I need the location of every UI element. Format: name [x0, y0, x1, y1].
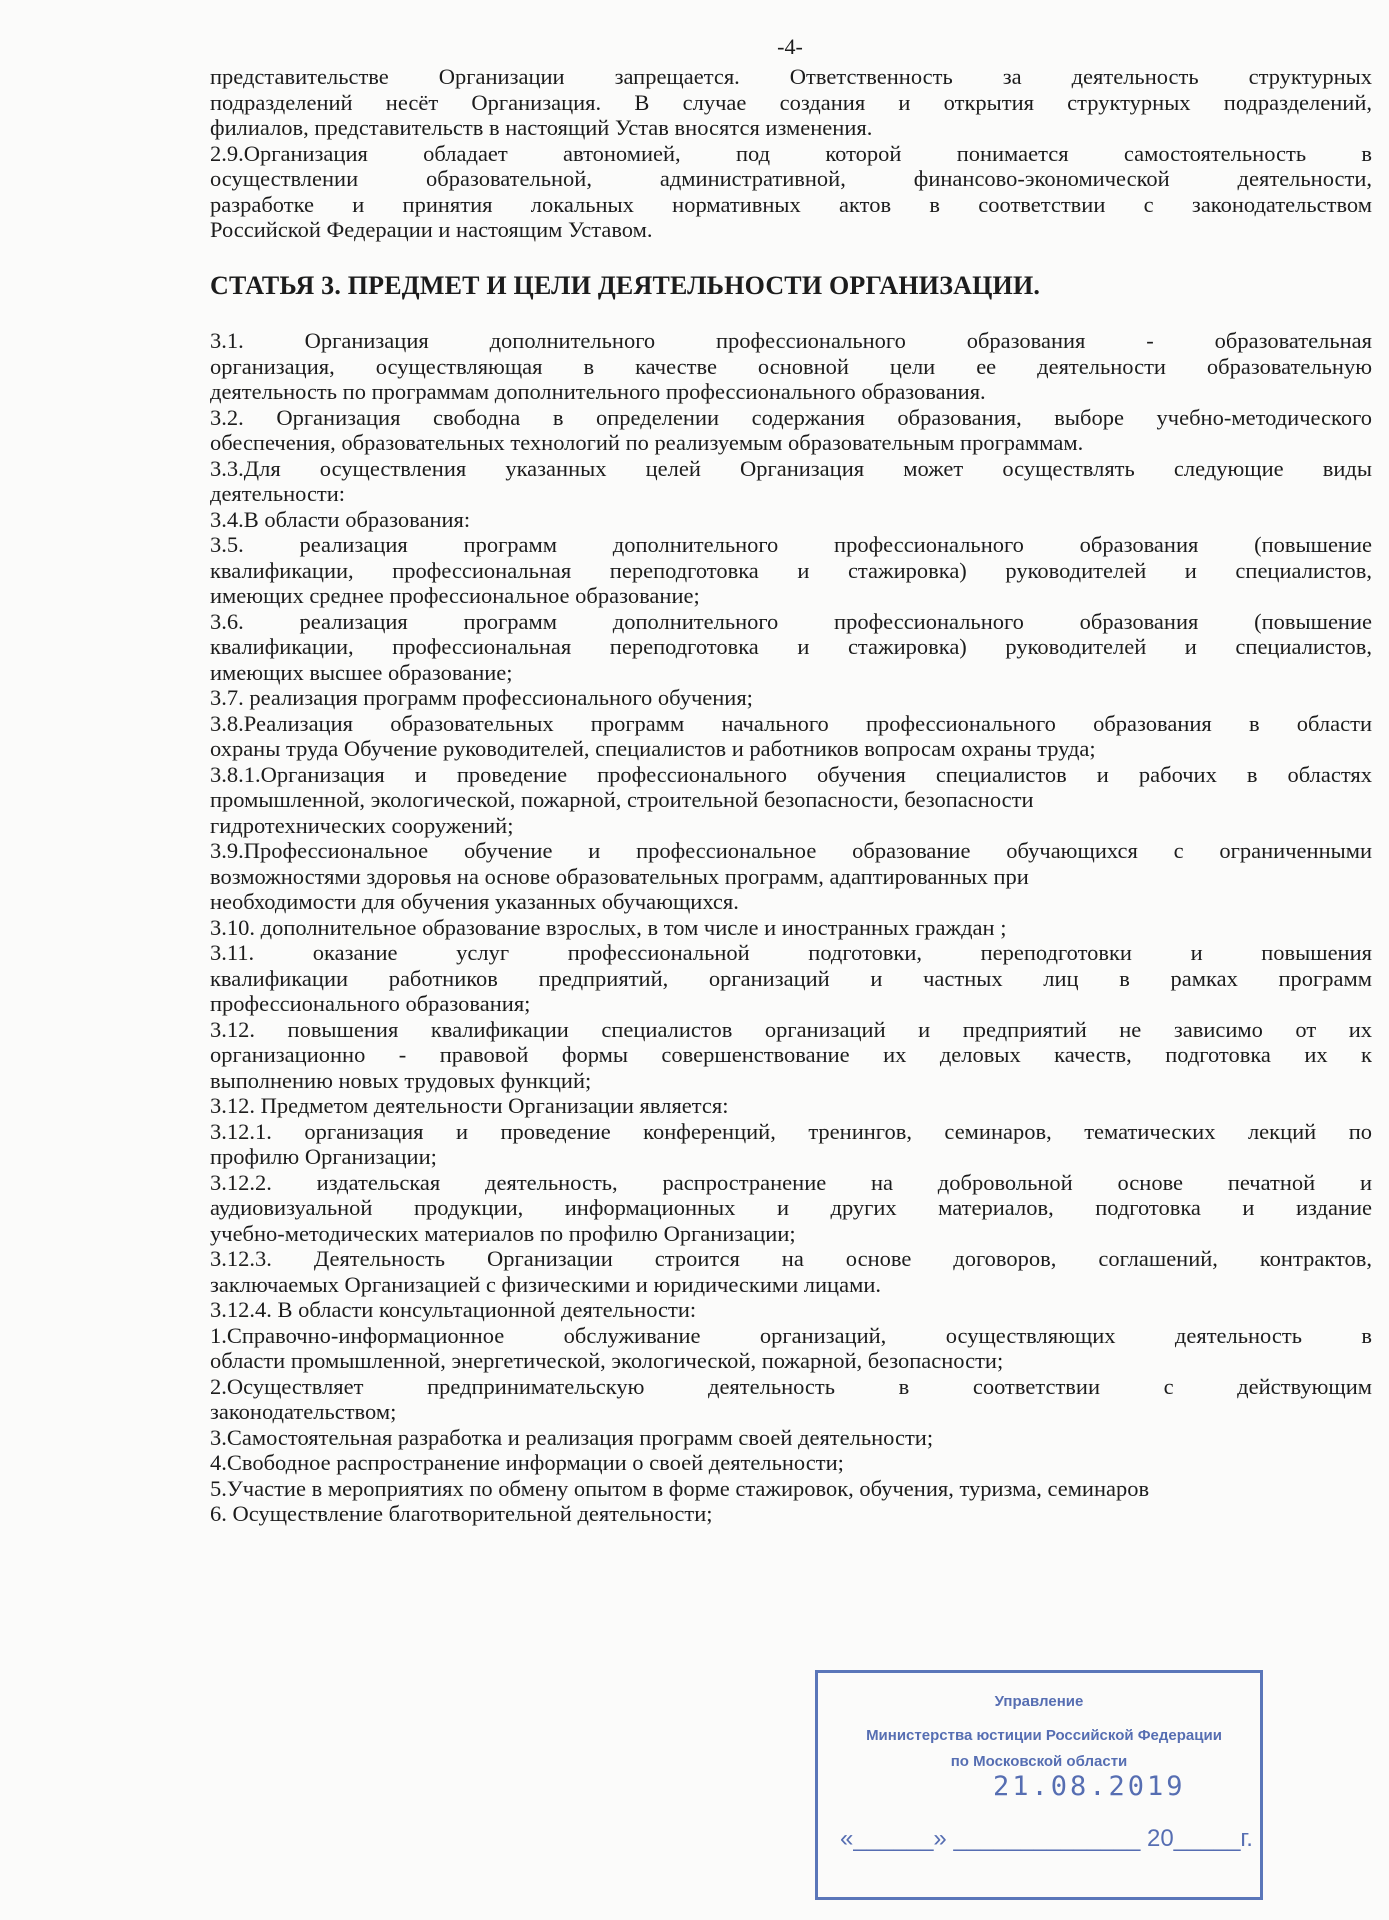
body-line: профилю Организации; [210, 1144, 437, 1169]
body-line: 3.7. реализация программ профессионального обучения; [210, 685, 753, 710]
body-line: квалификации работников предприятий, организаций и частных лиц в рамках программ [210, 965, 1372, 991]
body-line: возможностями здоровья на основе образовательных программ, адаптированных при [210, 863, 1029, 889]
body-line: организационно - правовой формы совершенствование их деловых качеств, подготовка их к [210, 1042, 1372, 1067]
list-item-4: 4.Свободное распространение информации о своей деятельности; [210, 1450, 844, 1475]
body-line: необходимости для обучения указанных обучающихся. [210, 889, 739, 914]
section-body [210, 328, 1372, 1323]
stamp-line-2: Министерства юстиции Российской Федерации [866, 1727, 1222, 1744]
body-line: имеющих высшее образование; [210, 659, 513, 685]
list-item-2: 2.Осуществляет предпринимательскую деятельность в соответствии с действующим [210, 1373, 1372, 1399]
body-line: 3.2. Организация свободна в определении содержания образования, выборе учебно-методического [210, 404, 1372, 430]
body-line: организация, осуществляющая в качестве основной цели ее деятельности образовательную [210, 353, 1372, 379]
list-item-6: 6. Осуществление благотворительной деятельности; [210, 1501, 713, 1526]
body-line: 3.8.Реализация образовательных программ начального профессионального образования в области [210, 710, 1372, 736]
body-line: 3.12. повышения квалификации специалистов организаций и предприятий не зависимо от их [210, 1016, 1372, 1042]
body-line: 3.12.4. В области консультационной деятельности: [210, 1297, 697, 1322]
registration-stamp [815, 1670, 1263, 1900]
body-line: профессионального образования; [210, 991, 531, 1016]
paragraph-line: осуществлении образовательной, административной, финансово-экономической деятельности, [210, 166, 1372, 191]
body-line: 3.10. дополнительное образование взрослых, в том числе и иностранных граждан ; [210, 914, 1007, 940]
stamp-line-3: по Московской области [950, 1753, 1128, 1770]
list-item-1-cont: области промышленной, энергетической, экологической, пожарной, безопасности; [210, 1348, 1004, 1373]
paragraph-line: подразделений несёт Организация. В случае создания и открытия структурных подразделений, [210, 89, 1372, 115]
body-line: деятельность по программам дополнительного профессионального образования. [210, 379, 986, 404]
stamp-date: 21.08.2019 [993, 1771, 1186, 1802]
document-body [210, 64, 1372, 1527]
body-line: 3.12. Предметом деятельности Организации является: [210, 1093, 729, 1118]
paragraph-line: филиалов, представительств в настоящий Устав вносятся изменения. [210, 115, 873, 140]
body-line: выполнению новых трудовых функций; [210, 1067, 592, 1093]
body-line: 3.9.Профессиональное обучение и профессиональное образование обучающихся с ограниченными [210, 838, 1372, 863]
body-line: 3.11. оказание услуг профессиональной подготовки, переподготовки и повышения [210, 940, 1372, 965]
body-line: квалификации, профессиональная переподготовка и стажировка) руководителей и специалистов, [210, 557, 1372, 583]
body-line: 3.12.3. Деятельность Организации строится на основе договоров, соглашений, контрактов, [210, 1246, 1372, 1271]
body-line: деятельности: [210, 481, 346, 506]
body-line: 3.4.В области образования: [210, 506, 471, 532]
body-line: заключаемых Организацией с физическими и юридическими лицами. [210, 1271, 881, 1297]
body-line: промышленной, экологической, пожарной, строительной безопасности, безопасности [210, 787, 1034, 812]
body-line: 3.12.2. издательская деятельность, распространение на добровольной основе печатной и [210, 1169, 1372, 1195]
body-line: 3.3.Для осуществления указанных целей Организация может осуществлять следующие виды [210, 455, 1372, 481]
paragraph-line: разработке и принятия локальных нормативных актов в соответствии с законодательством [210, 191, 1372, 217]
body-line: охраны труда Обучение руководителей, специалистов и работников вопросам охраны труда; [210, 736, 1096, 761]
stamp-date-blank: «______» ______________ 20_____г. [840, 1825, 1253, 1852]
page-number: -4- [777, 34, 803, 59]
list-item-2-cont: законодательством; [210, 1399, 397, 1424]
list-item-3: 3.Самостоятельная разработка и реализация программ своей деятельности; [210, 1424, 934, 1450]
body-line: 3.12.1. организация и проведение конференций, тренингов, семинаров, тематических лекций по [210, 1118, 1372, 1144]
paragraph-line: 2.9.Организация обладает автономией, под которой понимается самостоятельность в [210, 140, 1372, 166]
body-line: 3.1. Организация дополнительного профессионального образования - образовательная [210, 328, 1372, 353]
body-line: обеспечения, образовательных технологий по реализуемым образовательным программам. [210, 430, 1084, 455]
section-heading: СТАТЬЯ 3. ПРЕДМЕТ И ЦЕЛИ ДЕЯТЕЛЬНОСТИ ОРГАНИЗАЦИИ. [210, 270, 1041, 300]
body-line: имеющих среднее профессиональное образование; [210, 583, 700, 608]
body-line: 3.6. реализация программ дополнительного профессионального образования (повышение [210, 608, 1372, 634]
body-line: гидротехнических сооружений; [210, 812, 514, 838]
paragraph-line: Российской Федерации и настоящим Уставом. [210, 217, 653, 242]
stamp-line-1: Управление [994, 1693, 1084, 1710]
list-item-5: 5.Участие в мероприятиях по обмену опытом в форме стажировок, обучения, туризма, семинаров [210, 1475, 1150, 1501]
list-item-1: 1.Справочно-информационное обслуживание организаций, осуществляющих деятельность в [210, 1322, 1372, 1348]
body-line: 3.5. реализация программ дополнительного профессионального образования (повышение [210, 532, 1372, 557]
body-line: учебно-методических материалов по профилю Организации; [210, 1220, 796, 1246]
body-line: 3.8.1.Организация и проведение профессионального обучения специалистов и рабочих в областях [210, 761, 1372, 787]
paragraph-line: представительстве Организации запрещается. Ответственность за деятельность структурных [210, 64, 1372, 89]
body-line: квалификации, профессиональная переподготовка и стажировка) руководителей и специалистов, [210, 634, 1372, 659]
body-line: аудиовизуальной продукции, информационных и других материалов, подготовка и издание [210, 1195, 1372, 1220]
